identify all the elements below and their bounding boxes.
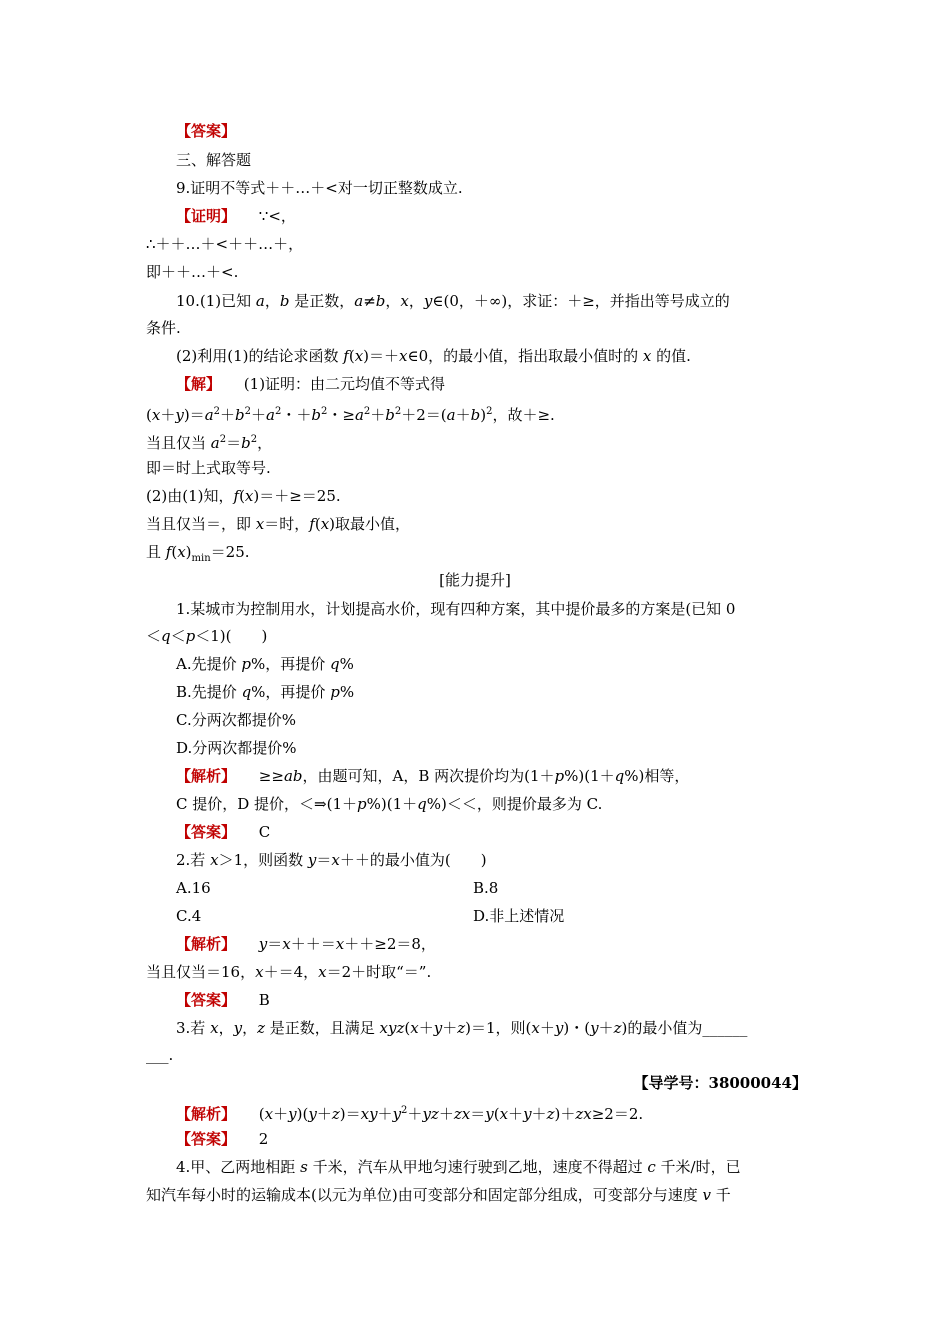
a1-stem-line2: ＜q＜p＜1)( ): [146, 627, 268, 645]
a3-analysis-line: [176, 1101, 643, 1124]
a1-option-b: B.先提价 q%，再提价 p%: [176, 683, 355, 701]
q9-proof-line: [176, 206, 296, 226]
q10-sol-7: 且 $f(x)_{min}=25$.: [146, 543, 250, 564]
section-heading: 三、解答题: [176, 151, 252, 169]
proof-tag: 【证明】: [176, 207, 237, 225]
q10-part2: (2)利用(1)的结论求函数 f(x)＝＋x∈0，的最小值，指出取最小值时的 x 的值.: [176, 347, 691, 365]
a1-analysis-2: C 提价，D 提价，＜⇒(1＋p%)(1＋q%)＜＜，则提价最多为 C.: [176, 795, 603, 813]
a1-option-a: A.先提价 p%，再提价 q%: [176, 655, 354, 673]
q10-sol-2: $(x+y)=a^2+b^2+a^2$・$+b^2$・$\ge a^2+b^2+2=(a+b)^2$，故＋≥.: [146, 406, 555, 424]
answer-tag: 【答案】: [176, 991, 237, 1009]
guide-number: 【导学号：38000044】: [633, 1074, 807, 1092]
answer-tag: 【答案】: [176, 122, 237, 140]
a2-answer-line: [176, 990, 270, 1010]
analysis-tag: 【解析】: [176, 767, 237, 785]
analysis-tag: 【解析】: [176, 935, 237, 953]
q10-sol-4: 即＝时上式取等号.: [146, 459, 271, 477]
a1-analysis-line: [176, 766, 689, 786]
a1-option-d: D.分两次都提价%: [176, 739, 297, 757]
a2-option-b: B.8: [473, 879, 499, 897]
q10-part1-line1: 10.(1)已知 a，b 是正数，a≠b，x，y∈(0，＋∞)，求证：＋≥，并指出等号成立的: [176, 292, 730, 310]
q8-answer-line: [176, 121, 236, 141]
a2-option-c: C.4: [176, 907, 202, 925]
q10-sol-3: 当且仅当 $a^2=b^2$，: [146, 434, 273, 452]
a2-analysis-2: 当且仅当＝16，x＋＝4，x＝2＋时取“＝”.: [146, 963, 432, 981]
q9-text: 9.证明不等式＋＋…＋<对一切正整数成立.: [176, 179, 463, 197]
a1-answer-value: C: [258, 823, 271, 841]
q10-part1-line2: 条件.: [146, 319, 181, 337]
answer-tag: 【答案】: [176, 1130, 237, 1148]
q10-sol-1: (1)证明：由二元均值不等式得: [243, 375, 446, 393]
a2-analysis-line: [176, 934, 436, 954]
a2-stem: 2.若 x＞1，则函数 y＝x＋＋的最小值为( ): [176, 851, 487, 869]
q10-solution-line: [176, 374, 445, 394]
a1-analysis-1: ≥≥ab，由题可知，A，B 两次提价均为(1＋p%)(1＋q%)相等，: [258, 767, 690, 785]
a2-answer-value: B: [258, 991, 270, 1009]
solution-tag: 【解】: [176, 375, 222, 393]
a2-option-a: A.16: [176, 879, 211, 897]
proof-step-2: ∴＋＋…＋<＋＋…＋，: [146, 235, 304, 253]
answer-tag: 【答案】: [176, 823, 237, 841]
a4-stem-line1: 4.甲、乙两地相距 s 千米，汽车从甲地匀速行驶到乙地，速度不得超过 c 千米/时，已: [176, 1158, 741, 1176]
q10-sol-6: 当且仅当＝，即 x＝时，f(x)取最小值，: [146, 515, 411, 533]
q10-sol-5: (2)由(1)知，f(x)＝＋≥＝25.: [146, 487, 341, 505]
a3-answer-line: [176, 1129, 268, 1149]
a4-stem-line2: 知汽车每小时的运输成本(以元为单位)由可变部分和固定部分组成，可变部分与速度 v 千: [146, 1186, 731, 1204]
a3-answer-value: 2: [258, 1130, 269, 1148]
a3-analysis-1: $(x+y)(y+z)=xy+y^2+yz+zx=y(x+y+z)+zx\ge 2=2$.: [258, 1105, 644, 1123]
a1-answer-line: [176, 822, 270, 842]
a1-stem-line1: 1.某城市为控制用水，计划提高水价，现有四种方案，其中提价最多的方案是(已知 0: [176, 600, 736, 618]
a2-analysis-1: y＝x＋＋＝x＋＋≥2＝8，: [258, 935, 436, 953]
proof-step-3: 即＋＋…＋<.: [146, 263, 239, 281]
a3-stem-line1: 3.若 x，y，z 是正数，且满足 xyz(x＋y＋z)＝1，则(x＋y)・(y＋z)的最小值为______: [176, 1019, 748, 1037]
ability-section-heading: [能力提升]: [439, 571, 511, 589]
analysis-tag: 【解析】: [176, 1105, 237, 1123]
a3-stem-line2: ___.: [146, 1046, 174, 1064]
a1-option-c: C.分两次都提价%: [176, 711, 296, 729]
a2-option-d: D.非上述情况: [473, 907, 565, 925]
proof-step-1: ∵<，: [258, 207, 296, 225]
